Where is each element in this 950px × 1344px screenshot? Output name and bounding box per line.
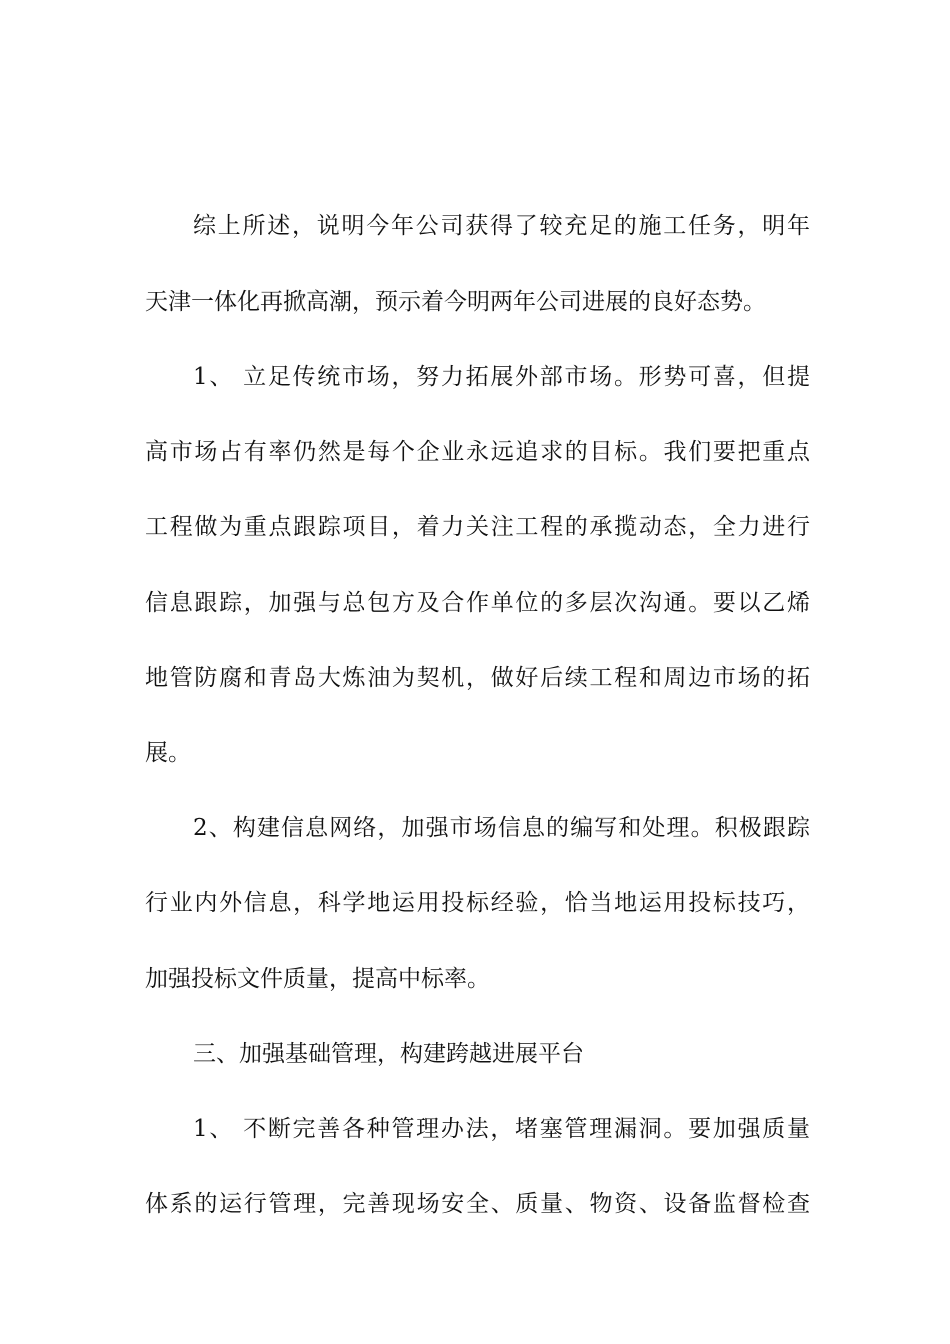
paragraph-line: 2、构建信息网络，加强市场信息的编写和处理。积极跟踪 (193, 815, 810, 841)
paragraph-line: 地管防腐和青岛大炼油为契机，做好后续工程和周边市场的拓 (145, 665, 810, 691)
paragraph-line: 加强投标文件质量，提高中标率。 (145, 966, 490, 992)
paragraph-line: 体系的运行管理，完善现场安全、质量、物资、设备监督检查 (145, 1191, 810, 1217)
section-heading: 三、加强基础管理，构建跨越进展平台 (193, 1041, 584, 1067)
paragraph-line: 工程做为重点跟踪项目，着力关注工程的承揽动态，全力进行 (145, 514, 810, 540)
paragraph-line: 天津一体化再掀高潮，预示着今明两年公司进展的良好态势。 (145, 289, 766, 315)
paragraph-line: 高市场占有率仍然是每个企业永远追求的目标。我们要把重点 (145, 439, 810, 465)
paragraph-line: 综上所述，说明今年公司获得了较充足的施工任务，明年 (193, 213, 810, 239)
paragraph-line: 1、 立足传统市场，努力拓展外部市场。形势可喜，但提 (193, 364, 810, 390)
paragraph-line: 1、 不断完善各种管理办法，堵塞管理漏洞。要加强质量 (193, 1116, 810, 1142)
paragraph-line: 展。 (145, 740, 191, 766)
paragraph-line: 信息跟踪，加强与总包方及合作单位的多层次沟通。要以乙烯 (145, 590, 810, 616)
paragraph-line: 行业内外信息，科学地运用投标经验，恰当地运用投标技巧， (145, 890, 810, 916)
